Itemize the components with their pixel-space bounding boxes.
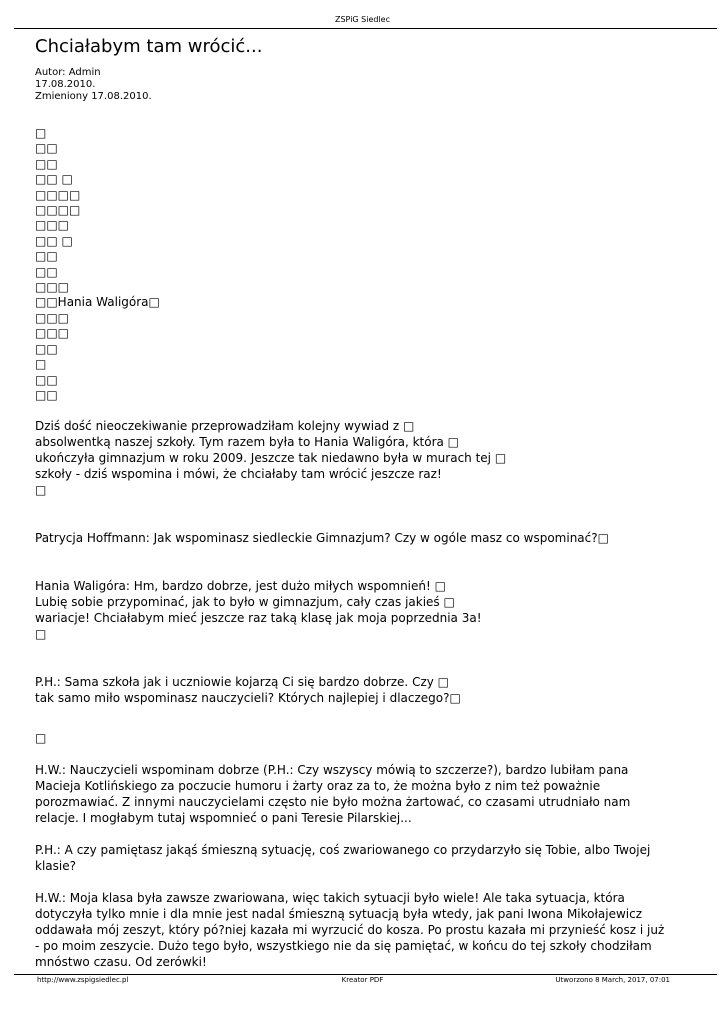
author-line: Autor: Admin bbox=[35, 67, 101, 78]
article-body bbox=[35, 418, 705, 970]
glyph-line: □□□□ bbox=[35, 203, 81, 218]
answer-paragraph: Hania Waligóra: Hm, bardzo dobrze, jest dużo miłych wspomnień! □ Lubię sobie przypominać, jak to było w gimnazjum, cały czas jakieś □ wariacje! Chciałabym mieć jeszcze raz taką klasę jak moja poprzednia 3a! □ bbox=[35, 579, 482, 641]
glyph-line: □□ □ bbox=[35, 172, 73, 187]
answer-paragraph: H.W.: Nauczycieli wspominam dobrze (P.H.: Czy wszyscy mówią to szczerze?), bardzo lubiłam pana Macieja Kotlińskiego za poczucie humoru i żarty oraz za to, że można było z nim też poważnie porozmawiać. Z innymi nauczycielami często nie było można żartować, co czasami utrudniało nam relacje. I mogłabym tutaj wspomnieć o pani Teresie Pilarskiej... bbox=[35, 763, 631, 825]
glyph-line: □□ bbox=[35, 156, 58, 171]
glyph-line: □□□ bbox=[35, 326, 70, 341]
glyph-line: □□ □ bbox=[35, 233, 73, 248]
glyph-line: □□ bbox=[35, 341, 58, 356]
glyph-line: □□ bbox=[35, 264, 58, 279]
footer-generator: Kreator PDF bbox=[341, 976, 384, 984]
header-divider bbox=[14, 28, 717, 29]
glyph-line: □ bbox=[35, 357, 47, 372]
article-title: Chciałabym tam wrócić... bbox=[35, 36, 263, 57]
placeholder-glyph-block bbox=[35, 126, 160, 403]
glyph-line: □□ bbox=[35, 249, 58, 264]
answer-paragraph: H.W.: Moja klasa była zawsze zwariowana, więc takich sytuacji było wiele! Ale taka sytuacja, która dotyczyła tylko mnie i dla mnie jest nadal śmieszną sytuacją była wtedy, jak pani Iwona Mikołajewicz oddawała mój zeszyt, który pó?niej kazała mi wyrzucić do kosza. Po prostu kazała mi przynieść kosz i już - po moim zeszycie. Dużo tego było, wszystkiego nie da się pamiętać, w końcu do tej szkoły chodziłam mnóstwo czasu. Od zerówki! bbox=[35, 891, 665, 969]
footer-created-date: Utworzono 8 March, 2017, 07:01 bbox=[555, 976, 670, 984]
site-name: ZSPiG Siedlec bbox=[334, 15, 390, 24]
intro-paragraph: Dziś dość nieoczekiwanie przeprowadziłam kolejny wywiad z □ absolwentką naszej szkoły. Tym razem była to Hania Waligóra, która □ ukończyła gimnazjum w roku 2009. Jeszcze tak niedawno była w murach tej □ szkoły - dziś wspomina i mówi, że chciałaby tam wrócić jeszcze raz! □ bbox=[35, 419, 507, 497]
modified-date: Zmieniony 17.08.2010. bbox=[35, 91, 152, 102]
question-paragraph: P.H.: A czy pamiętasz jakąś śmieszną sytuację, coś zwariowanego co przydarzyło się Tobie, albo Twojej klasie? bbox=[35, 843, 651, 873]
glyph-line: □□ bbox=[35, 141, 58, 156]
footer-url[interactable]: http://www.zspigsiedlec.pl bbox=[37, 976, 129, 984]
glyph-line: □□Hania Waligóra□ bbox=[35, 295, 160, 310]
glyph-line: □□□□ bbox=[35, 187, 81, 202]
created-date: 17.08.2010. bbox=[35, 79, 96, 90]
glyph-paragraph: □ bbox=[35, 731, 47, 745]
glyph-line: □□□ bbox=[35, 218, 70, 233]
article-meta bbox=[35, 67, 152, 103]
glyph-line: □ bbox=[35, 126, 47, 140]
footer-divider bbox=[14, 974, 717, 975]
question-paragraph: Patrycja Hoffmann: Jak wspominasz siedleckie Gimnazjum? Czy w ogóle masz co wspominać?□ bbox=[35, 531, 609, 545]
question-paragraph: P.H.: Sama szkoła jak i uczniowie kojarzą Ci się bardzo dobrze. Czy □ tak samo miło wspominasz nauczycieli? Których najlepiej i dlaczego?□ bbox=[35, 675, 461, 705]
glyph-line: □□ bbox=[35, 372, 58, 387]
glyph-line: □□□ bbox=[35, 310, 70, 325]
glyph-line: □□□ bbox=[35, 280, 70, 295]
glyph-line: □□ bbox=[35, 387, 58, 402]
